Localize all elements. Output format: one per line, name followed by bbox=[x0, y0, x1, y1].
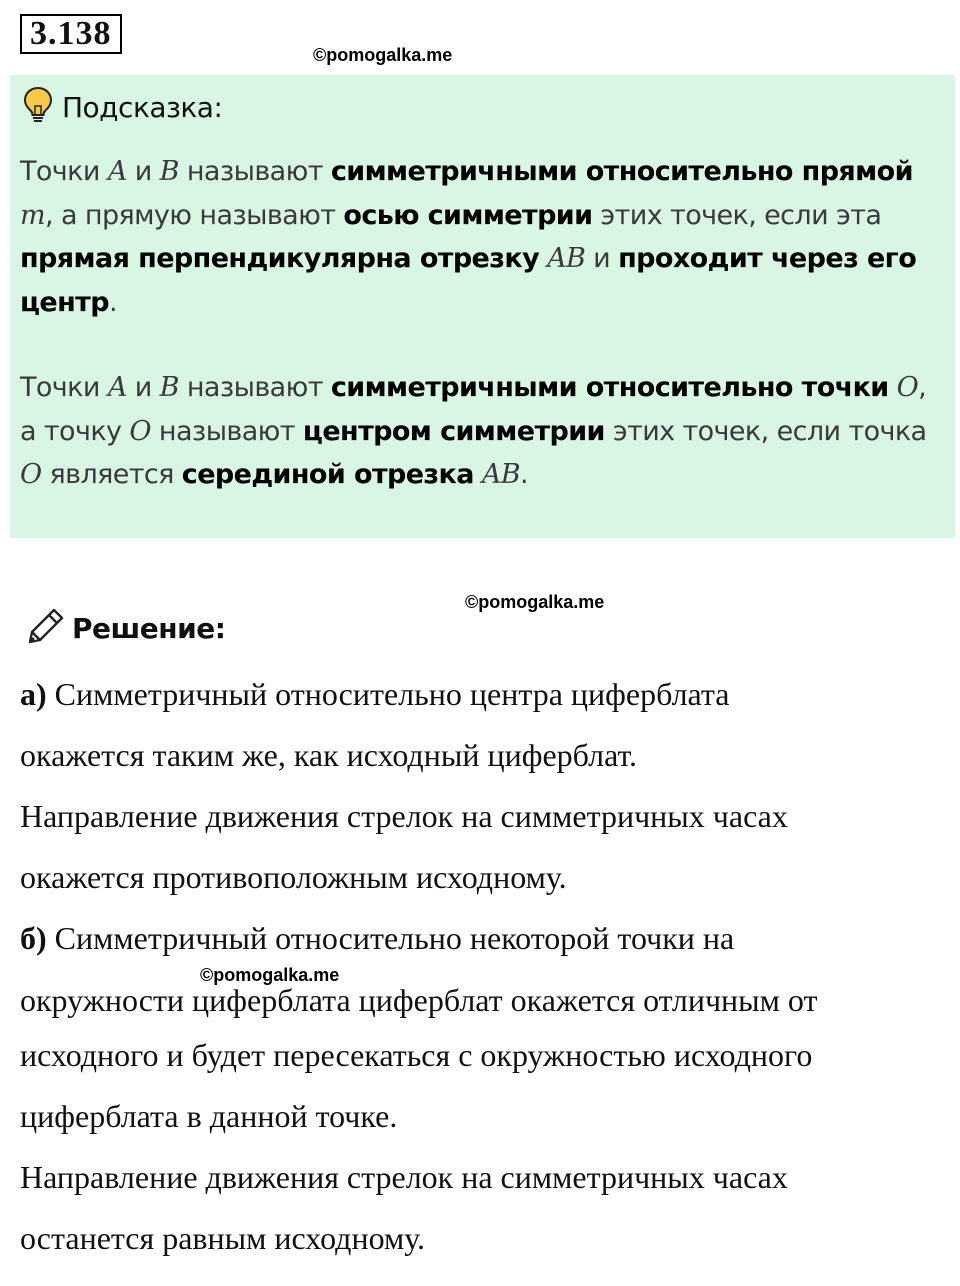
lightbulb-icon bbox=[22, 86, 54, 128]
hint-header bbox=[22, 86, 222, 128]
hint-title: Подсказка: bbox=[62, 90, 223, 124]
solution-line: циферблата в данной точке. bbox=[20, 1098, 398, 1134]
watermark: ©pomogalka.me bbox=[465, 592, 605, 612]
hint-paragraph-point-symmetry: Точки A и B называют симметричными относительно точки O, а точку O называют центром симметрии этих точек, если точка O является серединой отрезка AB. bbox=[20, 372, 927, 490]
solution-line: Направление движения стрелок на симметричных часах bbox=[20, 1159, 788, 1195]
problem-number: 3.138 bbox=[20, 14, 122, 54]
solution-line: останется равным исходному. bbox=[20, 1220, 425, 1256]
solution-line: Направление движения стрелок на симметричных часах bbox=[20, 798, 788, 834]
solution-line: б) Симметричный относительно некоторой точки на bbox=[20, 920, 735, 956]
solution-line: окружности циферблата циферблат окажется отличным от bbox=[20, 982, 818, 1018]
watermark: ©pomogalka.me bbox=[200, 965, 340, 985]
solution-header bbox=[22, 606, 225, 650]
solution-line: исходного и будет пересекаться с окружностью исходного bbox=[20, 1037, 813, 1073]
hint-paragraph-line-symmetry: Точки A и B называют симметричными относительно прямой m, а прямую называют осью симметрии этих точек, если эта прямая перпендикулярна отрезку AB и проходит через его центр. bbox=[20, 156, 917, 318]
solution-line: окажется таким же, как исходный циферблат. bbox=[20, 737, 638, 773]
watermark: ©pomogalka.me bbox=[313, 45, 453, 65]
solution-line: а) Симметричный относительно центра циферблата bbox=[20, 676, 730, 712]
solution-line: окажется противоположным исходному. bbox=[20, 859, 567, 895]
solution-title: Решение: bbox=[72, 611, 226, 645]
pencil-icon bbox=[22, 606, 64, 650]
